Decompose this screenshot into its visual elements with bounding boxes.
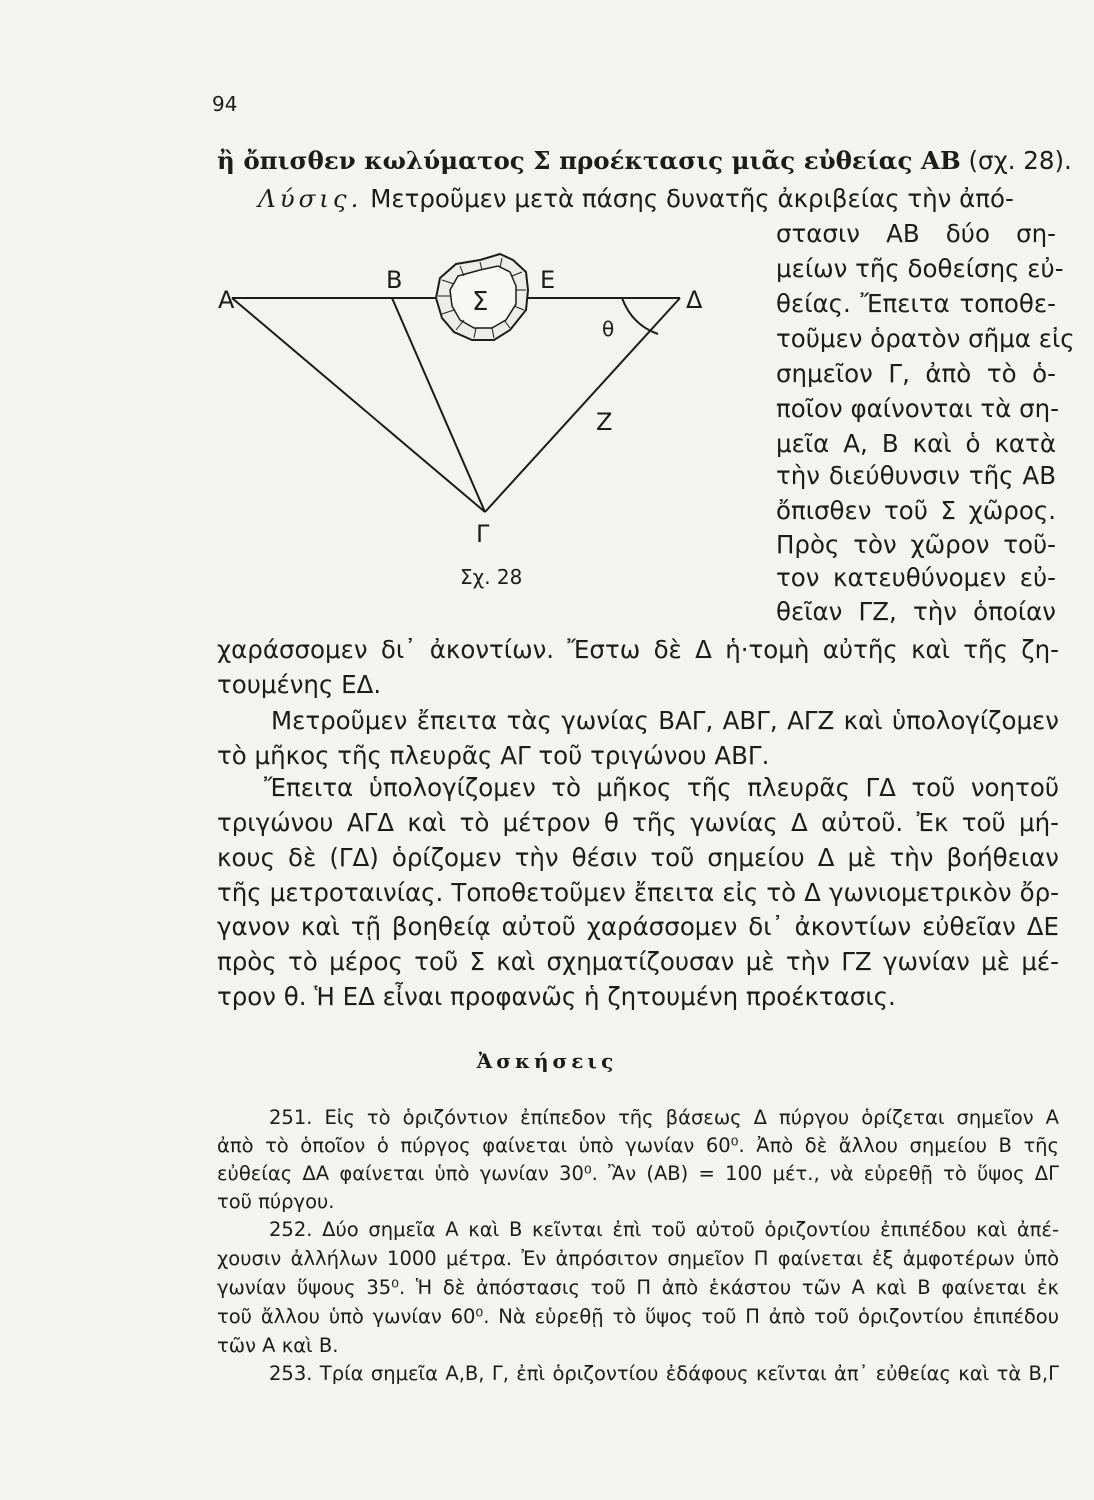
paragraph-line: πρὸς τὸ μέρος τοῦ Σ καὶ σχηματίζουσαν μὲ τὴν ΓΖ γωνίαν μὲ μέ- (217, 947, 1059, 976)
paragraph-line: τριγώνου ΑΓΔ καὶ τὸ μέτρον θ τῆς γωνίας Δ αὐτοῦ. Ἐκ τοῦ μή- (217, 808, 1059, 837)
paragraph-line: τουμένης ΕΔ. (217, 670, 382, 699)
heading-line (217, 146, 1072, 176)
right-line: θεῖαν ΓΖ, τὴν ὁποίαν (776, 597, 1056, 626)
right-line: θείας. Ἔπειτα τοποθε- (776, 289, 1056, 318)
label-g: Γ (476, 520, 490, 548)
lysis-text: Μετροῦμεν μετὰ πάσης δυνατῆς ἀκριβείας τὴν ἀπό- (362, 184, 1014, 213)
label-z: Ζ (596, 408, 613, 436)
exercise-line: ἀπὸ τὸ ὁποῖον ὁ πύργος φαίνεται ὑπὸ γωνίαν 60⁰. Ἀπὸ δὲ ἄλλου σημείου Β τῆς (217, 1134, 1059, 1157)
lysis-line (258, 184, 1014, 214)
exercise-line: τῶν Α καὶ Β. (217, 1334, 339, 1357)
exercise-line: τοῦ πύργου. (217, 1190, 335, 1213)
exercise-line: εὐθείας ΔΑ φαίνεται ὑπὸ γωνίαν 30⁰. Ἂν (ΑΒ) = 100 μέτ., νὰ εὑρεθῇ τὸ ὕψος ΔΓ (217, 1162, 1059, 1185)
paragraph-line: τὸ μῆκος τῆς πλευρᾶς ΑΓ τοῦ τριγώνου ΑΒΓ. (217, 741, 770, 770)
label-sigma: Σ (472, 287, 489, 317)
paragraph-line: τρον θ. Ἡ ΕΔ εἶναι προφανῶς ἡ ζητουμένη προέκτασις. (217, 982, 896, 1011)
paragraph-line: Μετροῦμεν ἔπειτα τὰς γωνίας ΒΑΓ, ΑΒΓ, ΑΓΖ καὶ ὑπολογίζομεν (271, 706, 1059, 735)
figure-28 (210, 250, 730, 560)
heading-lead: ἢ ὄπισθεν κωλύματος Σ προέκτασις μιᾶς εὐθείας ΑΒ (217, 146, 961, 175)
right-line: τον κατευθύνομεν εὐ- (776, 563, 1056, 592)
paragraph-line: γανον καὶ τῇ βοηθείᾳ αὐτοῦ χαράσσομεν δι᾽ ἀκοντίων εὐθεῖαν ΔΕ (217, 912, 1059, 941)
exercise-line: 253. Τρία σημεῖα Α,Β, Γ, ἐπὶ ὁριζοντίου ἐδάφους κεῖνται ἀπ᾽ εὐθείας καὶ τὰ Β,Γ (269, 1362, 1059, 1385)
exercise-line: τοῦ ἄλλου ὑπὸ γωνίαν 60⁰. Νὰ εὑρεθῇ τὸ ὕψος τοῦ Π ἀπὸ τοῦ ὁριζοντίου ἐπιπέδου (217, 1305, 1059, 1328)
paragraph-line: τῆς μετροταινίας. Τοποθετοῦμεν ἔπειτα εἰς τὸ Δ γωνιομετρικὸν ὄρ- (217, 878, 1059, 907)
line-ag (232, 298, 485, 512)
lysis-label: Λύσις. (258, 184, 363, 213)
page-number: 94 (212, 92, 238, 116)
right-line: τοῦμεν ὁρατὸν σῆμα εἰς (776, 324, 1075, 353)
heading-figure-ref: (σχ. 28). (960, 146, 1072, 175)
figure-caption: Σχ. 28 (460, 565, 523, 589)
right-line: στασιν ΑΒ δύο ση- (776, 219, 1056, 248)
right-line: ὄπισθεν τοῦ Σ χῶρος. (776, 496, 1056, 525)
label-b: Β (386, 266, 403, 294)
right-line: Πρὸς τὸν χῶρον τοῦ- (776, 530, 1056, 559)
right-line: σημεῖον Γ, ἀπὸ τὸ ὁ- (776, 359, 1056, 388)
label-a: Α (218, 286, 235, 314)
paragraph-line: κους δὲ (ΓΔ) ὁρίζομεν τὴν θέσιν τοῦ σημείου Δ μὲ τὴν βοήθειαν (217, 843, 1059, 872)
paragraph-line: Ἔπειτα ὑπολογίζομεν τὸ μῆκος τῆς πλευρᾶς ΓΔ τοῦ νοητοῦ (264, 773, 1059, 802)
right-line: μείων τῆς δοθείσης εὐ- (776, 254, 1064, 283)
right-line: τὴν διεύθυνσιν τῆς ΑΒ (776, 461, 1056, 490)
label-e: Ε (540, 266, 556, 294)
exercise-line: 252. Δύο σημεῖα Α καὶ Β κεῖνται ἐπὶ τοῦ αὐτοῦ ὁριζοντίου ἐπιπέδου καὶ ἀπέ- (269, 1218, 1059, 1241)
exercises-heading: Ἀσκήσεις (476, 1049, 618, 1073)
paragraph-line: χαράσσομεν δι᾽ ἀκοντίων. Ἔστω δὲ Δ ἡ·τομὴ αὐτῆς καὶ τῆς ζη- (217, 635, 1059, 664)
right-line: ποῖον φαίνονται τὰ ση- (776, 394, 1060, 423)
label-theta: θ (602, 317, 615, 341)
exercise-line: χουσιν ἀλλήλων 1000 μέτρα. Ἐν ἀπρόσιτον σημεῖον Π φαίνεται ἐξ ἀμφοτέρων ὑπὸ (217, 1247, 1059, 1270)
label-d: Δ (686, 286, 703, 314)
right-line: μεῖα Α, Β καὶ ὁ κατὰ (776, 429, 1056, 458)
exercise-line: 251. Εἰς τὸ ὁριζόντιον ἐπίπεδον τῆς βάσεως Δ πύργου ὁρίζεται σημεῖον Α (269, 1106, 1059, 1129)
exercise-line: γωνίαν ὕψους 35⁰. Ἡ δὲ ἀπόστασις τοῦ Π ἀπὸ ἑκάστου τῶν Α καὶ Β φαίνεται ἐκ (217, 1276, 1059, 1299)
